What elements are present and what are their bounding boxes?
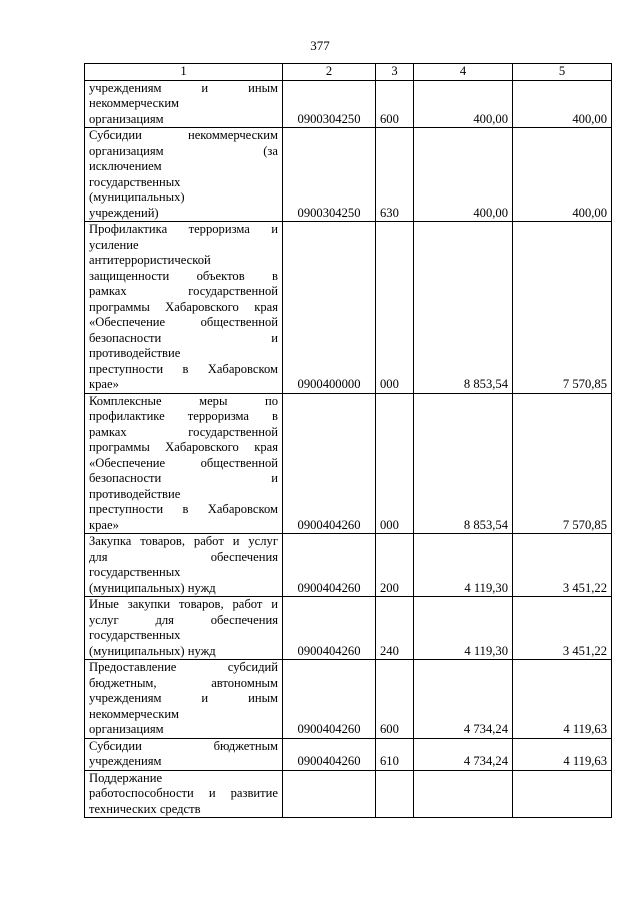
row-expense-type: 610	[376, 738, 414, 770]
page-number: 377	[310, 38, 330, 53]
row-name-line: Иные закупки товаров, работ и	[89, 597, 278, 611]
row-name	[85, 128, 283, 222]
row-name-line: Субсидии бюджетным	[89, 738, 278, 753]
table-row	[85, 597, 612, 660]
row-name	[85, 534, 283, 597]
row-amount-2: 3 451,22	[513, 597, 612, 660]
row-expense-type: 600	[376, 80, 414, 128]
row-name-line: усиление	[89, 237, 139, 252]
row-name-line: учреждениям и иным	[89, 691, 278, 705]
row-name-line: учреждений)	[89, 205, 159, 220]
row-name-line: Комплексные меры по	[89, 393, 278, 408]
row-name-line: программы Хабаровского края	[89, 299, 278, 314]
row-name-line: государственных	[89, 174, 181, 189]
table-row	[85, 738, 612, 770]
column-header-3: 3	[376, 64, 414, 81]
row-name-line: преступности в Хабаровском	[89, 361, 278, 376]
row-amount-2: 400,00	[513, 80, 612, 128]
row-name-line: организациям	[89, 722, 164, 736]
table-body	[85, 80, 612, 818]
table-row	[85, 80, 612, 128]
row-amount-2: 7 570,85	[513, 393, 612, 534]
row-expense-type: 000	[376, 393, 414, 534]
row-name-line: рамках государственной	[89, 284, 278, 298]
row-name-line: работоспособности и развитие	[89, 786, 278, 800]
row-code: 0900404260	[283, 738, 376, 770]
row-name-line: технических средств	[89, 801, 201, 816]
row-name-line: учреждениям и иным	[89, 80, 278, 95]
row-name-line: Закупка товаров, работ и услуг	[89, 534, 278, 548]
row-code: 0900404260	[283, 660, 376, 739]
row-amount-1: 4 734,24	[414, 660, 513, 739]
row-name-line: безопасности и	[89, 471, 278, 485]
row-name-line: Поддержание	[89, 770, 163, 785]
row-name-line: государственных	[89, 628, 181, 642]
row-expense-type: 240	[376, 597, 414, 660]
row-name	[85, 660, 283, 739]
row-name-line: крае»	[89, 377, 119, 391]
row-amount-1: 8 853,54	[414, 393, 513, 534]
row-code: 0900304250	[283, 128, 376, 222]
row-expense-type	[376, 770, 414, 818]
row-name	[85, 393, 283, 534]
row-name-line: Предоставление субсидий	[89, 660, 278, 674]
row-name-line: некоммерческим	[89, 706, 180, 721]
row-expense-type: 630	[376, 128, 414, 222]
row-amount-2	[513, 770, 612, 818]
row-name-line: учреждениям	[89, 754, 162, 768]
row-name-line: безопасности и	[89, 330, 278, 345]
row-name-line: Субсидии некоммерческим	[89, 128, 278, 142]
row-name-line: преступности в Хабаровском	[89, 502, 278, 516]
row-name	[85, 738, 283, 770]
budget-table	[84, 63, 612, 818]
row-name	[85, 80, 283, 128]
row-name-line: некоммерческим	[89, 96, 180, 110]
row-code: 0900400000	[283, 222, 376, 394]
row-name-line: профилактике терроризма в	[89, 409, 278, 423]
table-header-row	[85, 64, 612, 81]
row-name-line: (муниципальных) нужд	[89, 580, 216, 595]
row-name-line: антитеррористической	[89, 253, 211, 267]
row-code: 0900404260	[283, 393, 376, 534]
row-name-line: «Обеспечение общественной	[89, 455, 278, 470]
row-name-line: крае»	[89, 517, 119, 532]
row-expense-type: 600	[376, 660, 414, 739]
table-row	[85, 393, 612, 534]
row-code: 0900404260	[283, 597, 376, 660]
row-amount-1: 400,00	[414, 80, 513, 128]
table-row	[85, 128, 612, 222]
row-code: 0900404260	[283, 534, 376, 597]
row-name-line: бюджетным, автономным	[89, 675, 278, 690]
row-amount-1	[414, 770, 513, 818]
row-name-line: противодействие	[89, 346, 181, 360]
row-name	[85, 597, 283, 660]
row-name	[85, 222, 283, 394]
row-name-line: противодействие	[89, 486, 181, 501]
row-name-line: услуг для обеспечения	[89, 612, 278, 627]
column-header-2: 2	[283, 64, 376, 81]
row-code: 0900304250	[283, 80, 376, 128]
column-header-5: 5	[513, 64, 612, 81]
row-expense-type: 200	[376, 534, 414, 597]
row-expense-type: 000	[376, 222, 414, 394]
row-name-line: «Обеспечение общественной	[89, 315, 278, 329]
row-amount-2: 400,00	[513, 128, 612, 222]
table-row	[85, 534, 612, 597]
row-amount-1: 4 734,24	[414, 738, 513, 770]
row-name-line: организациям (за	[89, 143, 278, 158]
row-name-line: исключением	[89, 159, 162, 173]
row-name-line: Профилактика терроризма и	[89, 222, 278, 236]
row-amount-2: 4 119,63	[513, 660, 612, 739]
row-code	[283, 770, 376, 818]
row-name-line: государственных	[89, 565, 181, 579]
row-amount-2: 7 570,85	[513, 222, 612, 394]
row-name	[85, 770, 283, 818]
column-header-4: 4	[414, 64, 513, 81]
row-amount-1: 8 853,54	[414, 222, 513, 394]
row-amount-1: 4 119,30	[414, 534, 513, 597]
table-row	[85, 660, 612, 739]
row-amount-1: 400,00	[414, 128, 513, 222]
row-name-line: защищенности объектов в	[89, 268, 278, 283]
row-name-line: рамках государственной	[89, 424, 278, 439]
row-name-line: организациям	[89, 111, 164, 126]
row-name-line: для обеспечения	[89, 549, 278, 564]
column-header-1: 1	[85, 64, 283, 81]
table-row	[85, 222, 612, 394]
row-amount-2: 3 451,22	[513, 534, 612, 597]
row-name-line: программы Хабаровского края	[89, 440, 278, 454]
row-amount-1: 4 119,30	[414, 597, 513, 660]
row-name-line: (муниципальных)	[89, 190, 185, 204]
row-name-line: (муниципальных) нужд	[89, 643, 216, 658]
row-amount-2: 4 119,63	[513, 738, 612, 770]
table-row	[85, 770, 612, 818]
